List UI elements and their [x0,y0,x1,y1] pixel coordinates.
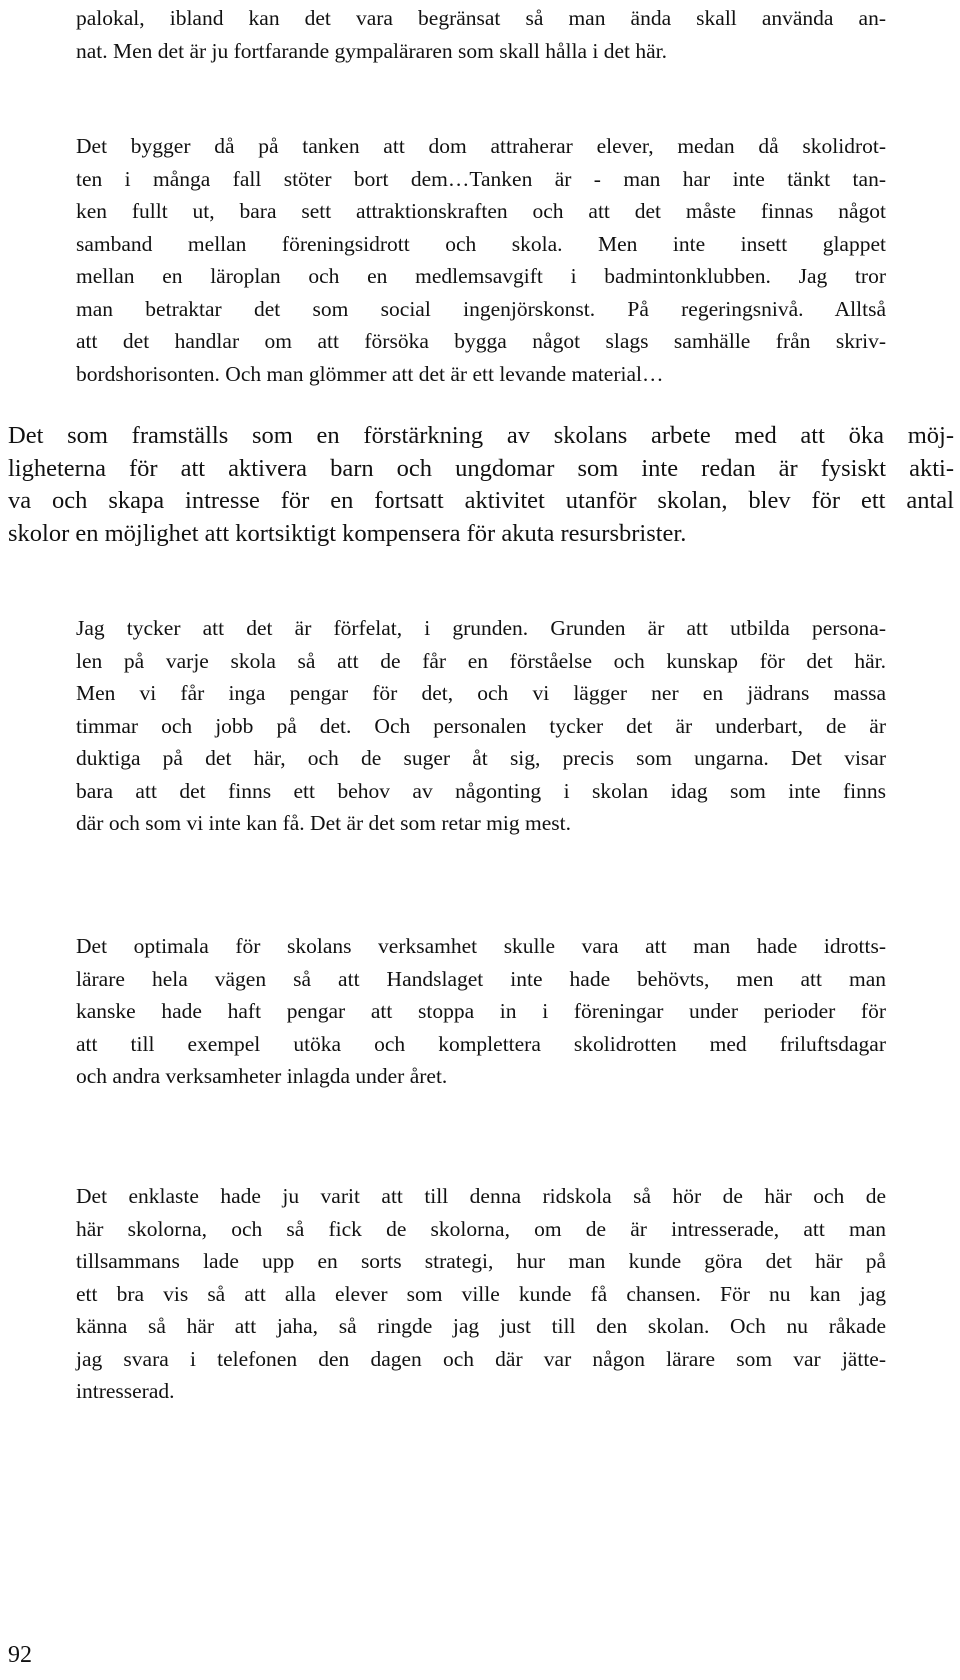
text-line: timmar och jobb på det. Och personalen tycker det är underbart, de är [76,713,886,738]
page-number: 92 [8,1642,32,1668]
text-line: här skolorna, och så fick de skolorna, om de är intresserade, att man [76,1216,886,1241]
text-line: Det som framställs som en förstärkning av skolans arbete med att öka möj- [8,422,954,449]
text-line: jag svara i telefonen den dagen och där var någon lärare som var jätte- [76,1346,886,1371]
text-line: skolor en möjlighet att kortsiktigt kompensera för akuta resursbrister. [8,519,687,547]
text-line: va och skapa intresse för en fortsatt aktivitet utanför skolan, blev för ett antal [8,487,954,514]
text-line: samband mellan föreningsidrott och skola. Men inte insett glappet [76,231,886,256]
text-line: ligheterna för att aktivera barn och ungdomar som inte redan är fysiskt akti- [8,454,954,482]
body-paragraph [8,420,954,550]
text-line: ken fullt ut, bara sett attraktionskraften och att det måste finnas något [76,199,886,223]
text-line: kanske hade haft pengar att stoppa in i föreningar under perioder för [76,999,886,1023]
quote-paragraph [76,2,886,67]
text-line: känna så här att jaha, så ringde jag just till den skolan. Och nu råkade [76,1314,886,1338]
text-line: där och som vi inte kan få. Det är det som retar mig mest. [76,811,571,835]
quote-paragraph [76,130,886,390]
text-line: palokal, ibland kan det vara begränsat så man ända skall använda an- [76,6,886,30]
text-line: ten i många fall stöter bort dem…Tanken är - man har inte tänkt tan- [76,166,886,191]
text-line: Det optimala för skolans verksamhet skulle vara att man hade idrotts- [76,934,886,958]
quote-paragraph [76,612,886,840]
quote-paragraph [76,930,886,1093]
text-line: mellan en läroplan och en medlemsavgift i badmintonklubben. Jag tror [76,264,886,288]
text-line: tillsammans lade upp en sorts strategi, hur man kunde göra det här på [76,1249,886,1273]
text-line: nat. Men det är ju fortfarande gympaläraren som skall hålla i det här. [76,38,668,63]
text-line: Det enklaste hade ju varit att till denna ridskola så hör de här och de [76,1184,886,1208]
text-line: att det handlar om att försöka bygga något slags samhälle från skriv- [76,329,886,353]
text-line: duktiga på det här, och de suger åt sig, precis som ungarna. Det visar [76,746,886,770]
text-line: intresserad. [76,1379,175,1403]
text-line: bara att det finns ett behov av någonting i skolan idag som inte finns [76,778,886,803]
text-line: lärare hela vägen så att Handslaget inte hade behövts, men att man [76,966,886,991]
quote-paragraph [76,1180,886,1408]
text-line: Men vi får inga pengar för det, och vi lägger ner en jädrans massa [76,681,886,705]
text-line: att till exempel utöka och komplettera skolidrotten med friluftsdagar [76,1031,886,1056]
text-line: ett bra vis så att alla elever som ville kunde få chansen. För nu kan jag [76,1281,886,1306]
text-line: bordshorisonten. Och man glömmer att det är ett levande material… [76,361,664,386]
text-line: len på varje skola så att de får en förståelse och kunskap för det här. [76,648,886,673]
text-line: och andra verksamheter inlagda under året. [76,1064,448,1088]
text-line: man betraktar det som social ingenjörskonst. På regeringsnivå. Alltså [76,296,886,321]
text-line: Det bygger då på tanken att dom attraherar elever, medan då skolidrot- [76,134,886,158]
text-line: Jag tycker att det är förfelat, i grunden. Grunden är att utbilda persona- [76,616,886,640]
